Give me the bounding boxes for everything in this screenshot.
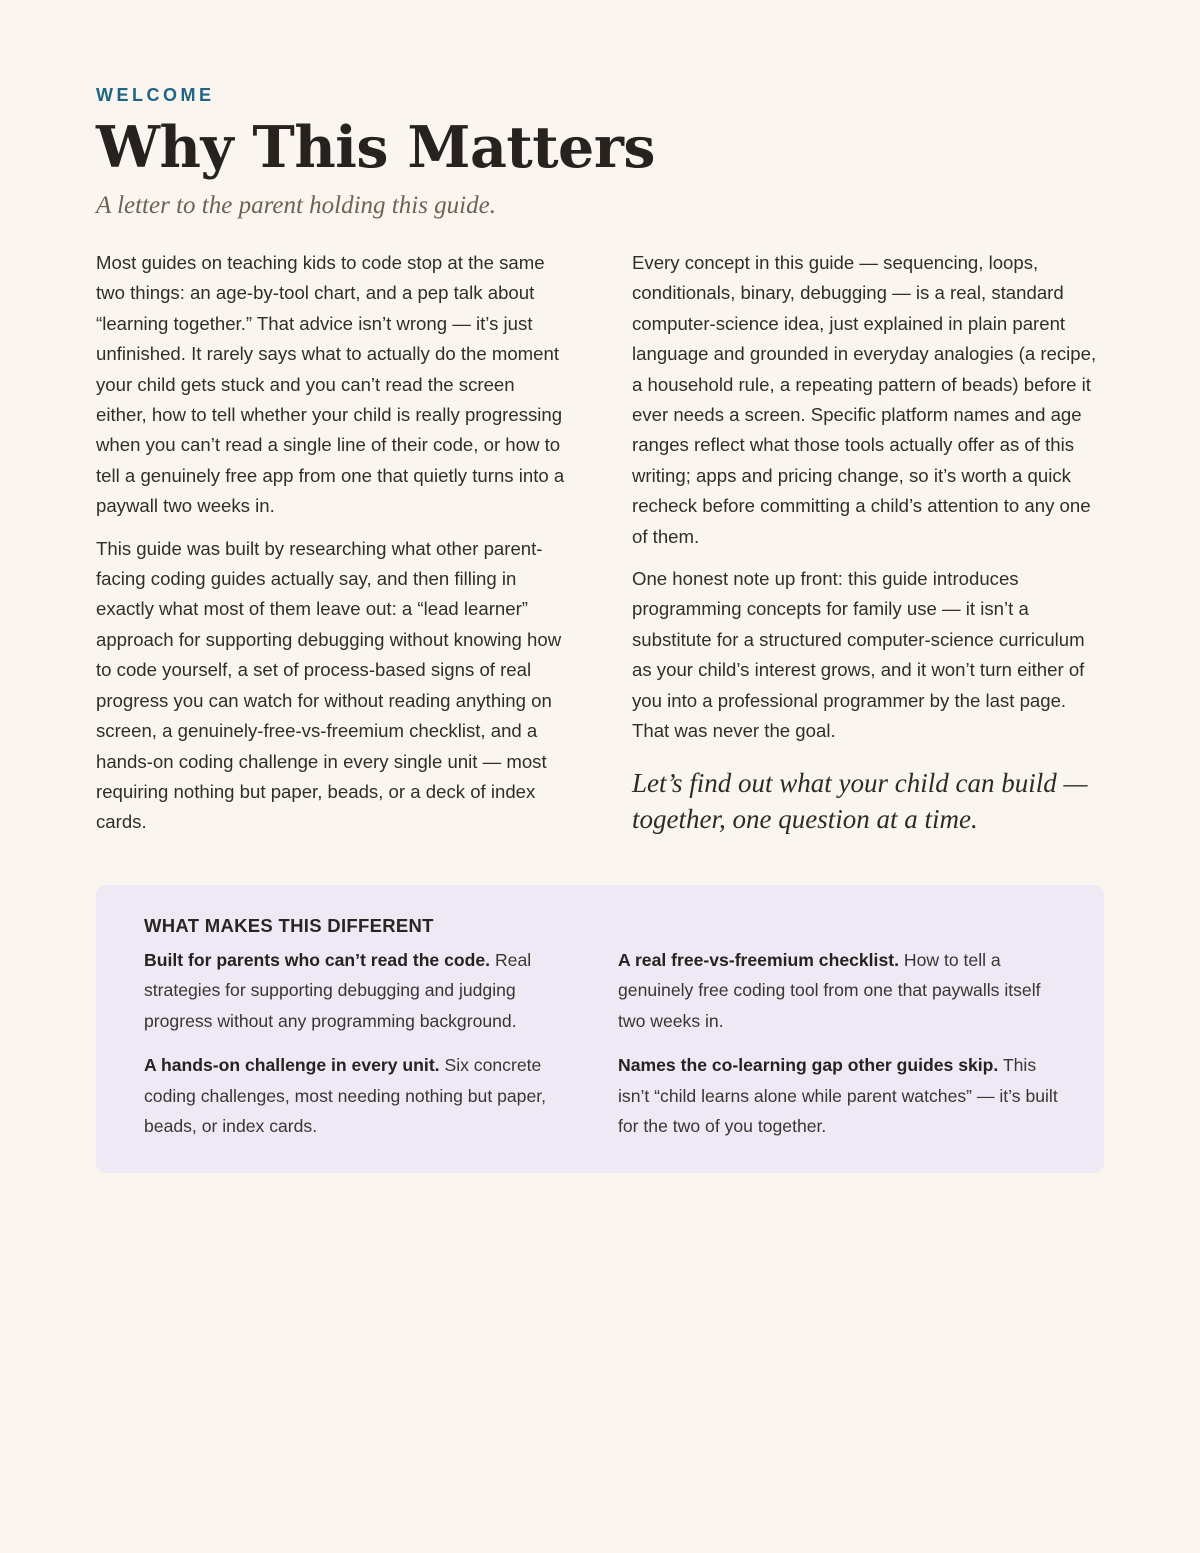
body-paragraph: Most guides on teaching kids to code stop at the same two things: an age-by-tool chart, and a pep talk about “learning together.” That advice isn’t wrong — it’s just unfinished. It rarely says what to actually do the moment your child gets stuck and you can’t read the screen either, how to tell whether your child is really progressing when you can’t read a single line of their code, or how to tell a genuinely free app from one that quietly turns into a paywall two weeks in. [96, 252, 565, 517]
feature-lead: Built for parents who can’t read the code. [144, 950, 491, 970]
left-column [96, 248, 568, 850]
right-column [632, 248, 1104, 850]
callout-heading: WHAT MAKES THIS DIFFERENT [144, 915, 434, 936]
body-columns [96, 248, 1104, 850]
body-paragraph: One honest note up front: this guide introduces programming concepts for family use — it isn’t a substitute for a structured computer-science curriculum as your child’s interest grows, and it won’t turn either of you into a professional programmer by the last page. That was never the goal. [632, 568, 1085, 742]
body-paragraph: This guide was built by researching what other parent-facing coding guides actually say, and then filling in exactly what most of them leave out: a “lead learner” approach for supporting debugging without knowing how to code yourself, a set of process-based signs of real progress you can watch for without reading anything on screen, a genuinely-free-vs-freemium checklist, and a hands-on coding challenge in every single unit — most requiring nothing but paper, beads, or a deck of index cards. [96, 537, 562, 833]
callout-box [96, 885, 1104, 1173]
feature-lead: A hands-on challenge in every unit. [144, 1055, 440, 1076]
feature-text: Six concrete coding challenges, most needing nothing but paper, beads, or index cards. [144, 1055, 547, 1137]
feature-item [144, 1050, 570, 1141]
eyebrow-label: WELCOME [96, 85, 215, 105]
page-subtitle: A letter to the parent holding this guide. [96, 192, 496, 219]
page-title: Why This Matters [96, 114, 655, 181]
feature-grid [144, 945, 1056, 1141]
feature-item [618, 1050, 1058, 1141]
body-paragraph: Every concept in this guide — sequencing, loops, conditionals, binary, debugging — is a real, standard computer-science idea, just explained in plain parent language and grounded in everyday analogies (a recipe, a household rule, a repeating pattern of beads) before it ever needs a screen. Specific platform names and age ranges reflect what those tools actually offer as of this writing; apps and pricing change, so it’s worth a quick recheck before committing a child’s attention to any one of them. [632, 252, 1097, 547]
feature-text: Real strategies for supporting debugging and judging progress without any programming background. [144, 950, 532, 1031]
feature-lead: Names the co-learning gap other guides skip. [618, 1055, 999, 1076]
feature-item [618, 945, 1058, 1036]
feature-lead: A real free-vs-freemium checklist. [618, 950, 899, 970]
feature-text: This isn’t “child learns alone while parent watches” — it’s built for the two of you together. [618, 1055, 1058, 1137]
feature-item [144, 945, 570, 1036]
feature-text: How to tell a genuinely free coding tool from one that paywalls itself two weeks in. [618, 950, 1041, 1031]
closing-quote: Let’s find out what your child can build — together, one question at a time. [632, 767, 1088, 834]
